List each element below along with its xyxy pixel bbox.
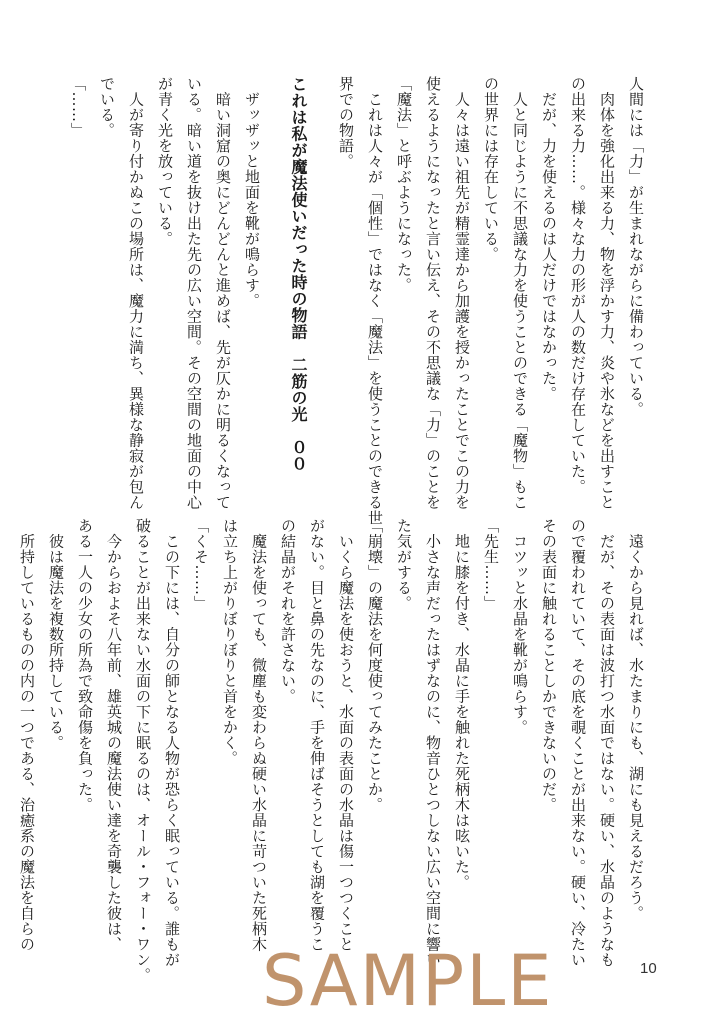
text-line: でいる。 — [98, 76, 116, 138]
text-line: いくら魔法を使おうと、水面の表面の水晶は傷一つつくこと — [337, 518, 355, 952]
text-line: 「くそ……」 — [192, 518, 210, 611]
text-line — [313, 76, 331, 496]
text-line: 暗い洞窟の奥にどんどんと進めば、先が仄かに明るくなって — [214, 76, 232, 510]
text-line: 魔法を使っても、微塵も変わらぬ硬い水晶に苛ついた死柄木 — [250, 518, 268, 952]
text-line: いる。暗い道を抜け出た先の広い空間。その空間の地面の中心 — [185, 76, 203, 510]
text-line: この下には、自分の師となる人物が恐らく眠っている。誰もが — [163, 518, 181, 968]
text-line: 「先生……」 — [482, 518, 500, 611]
text-line: 人々は遠い祖先が精霊達から加護を授かったことでこの力を — [453, 76, 471, 510]
text-line: 使えるようになったと言い伝え、その不思議な「力」のことを — [424, 76, 442, 510]
text-line: がない。目と鼻の先なのに、手を伸ばそうとしても湖を覆うこ — [308, 518, 326, 952]
text-line: た気がする。 — [395, 518, 413, 611]
text-line: 人が寄り付かぬこの場所は、魔力に満ち、異様な静寂が包ん — [127, 76, 145, 510]
text-line: 所持しているものの内の一つである、治癒系の魔法を自らの — [18, 518, 36, 952]
text-line: ある一人の少女の所為で致命傷を負った。 — [76, 518, 94, 813]
text-line: これは人々が「個性」ではなく「魔法」を使うことのできる世 — [366, 76, 384, 526]
text-line: 人と同じように不思議な力を使うことのできる「魔物」もこ — [511, 76, 529, 510]
text-line: 「……」 — [69, 76, 87, 138]
text-line: 界での物語。 — [337, 76, 355, 169]
text-line: 彼は魔法を複数所持している。 — [47, 518, 65, 751]
text-line: は立ち上がりぼりぼりと首をかく。 — [221, 518, 239, 766]
text-line: の世界には存在している。 — [482, 76, 500, 262]
text-line: 人間には「力」が生まれながらに備わっている。 — [627, 76, 645, 417]
text-line: 破ることが出来ない水面の下に眠るのは、オール・フォー・ワン。 — [134, 518, 152, 983]
text-line — [266, 76, 284, 496]
text-line: 地に膝を付き、水晶に手を触れた死柄木は呟いた。 — [453, 518, 471, 890]
text-line: 肉体を強化出来る力、物を浮かす力、炎や氷などを出すこと — [598, 76, 616, 510]
text-line: コツッと水晶を靴が鳴らす。 — [511, 518, 529, 735]
text-line: 「崩壊」の魔法を何度使ってみたことか。 — [366, 518, 384, 813]
chapter-heading: これは私が魔法使いだった時の物語 二筋の光 ００ — [289, 76, 308, 472]
text-line: の結晶がそれを許さない。 — [279, 518, 297, 704]
text-line: が青く光を放っている。 — [156, 76, 174, 247]
text-line: ザッザッと地面を靴が鳴らす。 — [243, 76, 261, 309]
text-line: 今からおよそ八年前、雄英城の魔法使い達を奇襲した彼は、 — [105, 518, 123, 952]
page-number: 10 — [640, 960, 657, 977]
text-line: 遠くから見れば、水たまりにも、湖にも見えるだろう。 — [627, 518, 645, 921]
text-line: ので覆われていて、その底を覗くことが出来ない。硬い、冷たい — [569, 518, 587, 968]
text-line: 「魔法」と呼ぶようになった。 — [395, 76, 413, 293]
text-line: 小さな声だったはずなのに、物音ひとつしない広い空間に響い — [424, 518, 442, 968]
sample-watermark: SAMPLE — [262, 940, 554, 1022]
text-line: だが、力を使えるのは人だけではなかった。 — [540, 76, 558, 402]
text-line: の出来る力……。様々な力の形が人の数だけ存在していた。 — [569, 76, 587, 495]
text-line: だが、その表面は波打つ水面ではない。硬い、水晶のようなも — [598, 518, 616, 968]
text-line: その表面に触れることしかできないのだ。 — [540, 518, 558, 813]
top-text-block — [63, 76, 650, 526]
